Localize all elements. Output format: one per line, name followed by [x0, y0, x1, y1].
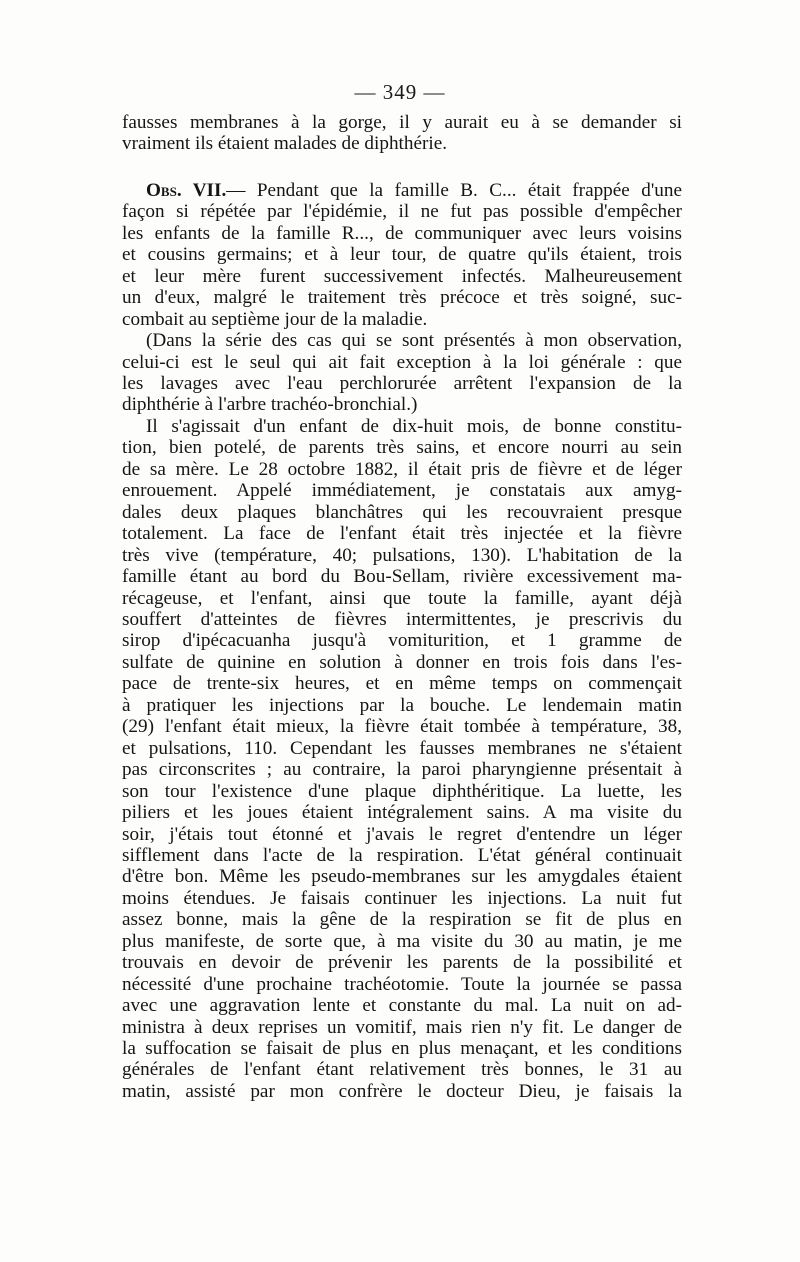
text-line: tion, bien potelé, de parents très sains, et encore nourri au sein — [122, 437, 682, 459]
text-line: sifflement dans l'acte de la respiration. L'état général continuait — [122, 844, 682, 866]
text-line: trouvais en devoir de prévenir les parents de la possibilité et — [122, 952, 682, 974]
text-line: pace de trente-six heures, et en même temps on commençait — [122, 673, 682, 695]
text-line: sulfate de quinine en solution à donner en trois fois dans l'es- — [122, 651, 682, 673]
text-line: la suffocation se faisait de plus en plus menaçant, et les conditions — [122, 1038, 682, 1060]
paragraph-observation-7 — [122, 180, 682, 330]
text-line: de sa mère. Le 28 octobre 1882, il était pris de fièvre et de léger — [122, 458, 682, 480]
text-line: celui-ci est le seul qui ait fait exception à la loi générale : que — [122, 351, 682, 373]
text-line: un d'eux, malgré le traitement très précoce et très soigné, suc- — [122, 287, 682, 309]
text-line: (Dans la série des cas qui se sont présentés à mon observation, — [146, 330, 682, 352]
text-line: récageuse, et l'enfant, ainsi que toute la famille, ayant déjà — [122, 587, 682, 609]
paragraph-gap — [122, 155, 682, 180]
text-line: plus manifeste, de sorte que, à ma visite du 30 au matin, je me — [122, 930, 682, 952]
text-line: dales deux plaques blanchâtres qui les recouvraient presque — [122, 501, 682, 523]
paragraph-parenthetical — [122, 330, 682, 416]
text-line: ministra à deux reprises un vomitif, mais rien n'y fit. Le danger de — [122, 1016, 682, 1038]
text-line: d'être bon. Même les pseudo-membranes sur les amygdales étaient — [122, 866, 682, 888]
text-line: les lavages avec l'eau perchlorurée arrêtent l'expansion de la — [122, 372, 682, 394]
text-line: fausses membranes à la gorge, il y aurait eu à se demander si — [122, 112, 682, 133]
paragraph-case-report — [122, 416, 682, 1103]
text-line: et cousins germains; et à leur tour, de quatre qu'ils étaient, trois — [122, 244, 682, 266]
text-line: très vive (température, 40; pulsations, 130). L'habitation de la — [122, 544, 682, 566]
text-line: souffert d'atteintes de fièvres intermittentes, je prescrivis du — [122, 608, 682, 630]
text-line — [122, 180, 682, 201]
text-line: son tour l'existence d'une plaque diphthéritique. La luette, les — [122, 780, 682, 802]
text-line: sirop d'ipécacuanha jusqu'à vomiturition, et 1 gramme de — [122, 630, 682, 652]
body-text — [122, 112, 682, 1102]
text-line: Il s'agissait d'un enfant de dix-huit mois, de bonne constitu- — [146, 415, 682, 437]
page-number: — 349 — — [354, 80, 446, 104]
text-line: et pulsations, 110. Cependant les fausses membranes ne s'étaient — [122, 737, 682, 759]
text-line: et leur mère furent successivement infectés. Malheureusement — [122, 265, 682, 287]
text-line-rest: — Pendant que la famille B. C... était frappée d'une — [226, 179, 682, 201]
text-line: assez bonne, mais la gêne de la respiration se fit de plus en — [122, 909, 682, 931]
text-line: famille étant au bord du Bou-Sellam, rivière excessivement ma- — [122, 566, 682, 588]
text-line: avec une aggravation lente et constante du mal. La nuit on ad- — [122, 995, 682, 1017]
text-line: les enfants de la famille R..., de communiquer avec leurs voisins — [122, 222, 682, 244]
text-line: totalement. La face de l'enfant était très injectée et la fièvre — [122, 523, 682, 545]
observation-label: Obs. VII. — [146, 179, 227, 201]
text-line: générales de l'enfant étant relativement très bonnes, le 31 au — [122, 1059, 682, 1081]
text-line: façon si répétée par l'épidémie, il ne fut pas possible d'empêcher — [122, 201, 682, 223]
text-line: pas circonscrites ; au contraire, la paroi pharyngienne présentait à — [122, 759, 682, 781]
text-line: moins étendues. Je faisais continuer les injections. La nuit fut — [122, 887, 682, 909]
text-line: diphthérie à l'arbre trachéo-bronchial.) — [122, 394, 418, 416]
paragraph-continuation — [122, 112, 682, 155]
text-line: à pratiquer les injections par la bouche. Le lendemain matin — [122, 694, 682, 716]
text-line: matin, assisté par mon confrère le docteur Dieu, je faisais la — [122, 1080, 682, 1102]
text-line: combait au septième jour de la maladie. — [122, 308, 428, 330]
text-line: enrouement. Appelé immédiatement, je constatais aux amyg- — [122, 480, 682, 502]
text-line: nécessité d'une prochaine trachéotomie. Toute la journée se passa — [122, 973, 682, 995]
text-line: soir, j'étais tout étonné et j'avais le regret d'entendre un léger — [122, 823, 682, 845]
text-line: piliers et les joues étaient intégralement sains. A ma visite du — [122, 802, 682, 824]
text-line: (29) l'enfant était mieux, la fièvre était tombée à température, 38, — [122, 716, 682, 738]
text-line: vraiment ils étaient malades de diphthérie. — [122, 133, 448, 155]
